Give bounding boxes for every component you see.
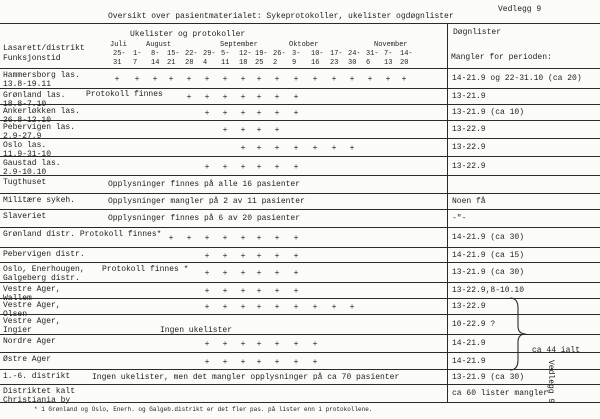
week-end-label: 16: [311, 59, 320, 67]
availability-mark: +: [293, 75, 299, 84]
district-name: Ingier: [3, 326, 32, 335]
missing-period: 13-22.9: [452, 143, 486, 152]
availability-mark: +: [349, 75, 355, 84]
availability-mark: +: [240, 109, 246, 118]
month-label: August: [146, 41, 172, 49]
availability-mark: +: [222, 358, 228, 367]
availability-mark: +: [240, 340, 246, 349]
availability-mark: +: [293, 303, 299, 312]
availability-mark: +: [293, 93, 299, 102]
missing-period: 13-21.9: [452, 92, 486, 101]
availability-mark: +: [168, 75, 174, 84]
missing-period: 13-21.9 (ca 30): [452, 373, 525, 382]
availability-mark: +: [312, 340, 318, 349]
district-name: Pebervigen distr.: [3, 250, 85, 259]
district-name: Vestre Ager,: [3, 285, 61, 294]
district-name: 2.9-10.10: [3, 168, 47, 177]
district-name: Vestre Ager,: [3, 301, 61, 310]
row-divider: [0, 175, 600, 176]
availability-mark: +: [256, 109, 262, 118]
availability-mark: +: [274, 163, 280, 172]
row-divider: [0, 247, 600, 248]
availability-mark: +: [256, 269, 262, 278]
row-divider: [0, 209, 600, 210]
availability-mark: +: [204, 234, 210, 243]
availability-mark: +: [240, 252, 246, 261]
availability-mark: +: [204, 109, 210, 118]
availability-mark: +: [240, 163, 246, 172]
availability-mark: +: [204, 303, 210, 312]
week-end-label: 9: [292, 59, 297, 67]
availability-mark: +: [222, 126, 228, 135]
availability-mark: +: [274, 303, 280, 312]
week-end-label: 7: [133, 59, 138, 67]
availability-mark: +: [274, 340, 280, 349]
week-start-label: 12-: [239, 50, 252, 58]
district-name: Grønland distr. Protokoll finnes*: [3, 230, 162, 239]
availability-mark: +: [240, 287, 246, 296]
week-start-label: 1-: [133, 50, 142, 58]
district-name: Nordre Ager: [3, 337, 56, 346]
availability-mark: +: [293, 269, 299, 278]
availability-mark: +: [349, 303, 355, 312]
header-rule: [0, 23, 600, 24]
availability-mark: +: [204, 269, 210, 278]
brace-mark: [508, 296, 528, 372]
month-label: Oktober: [289, 41, 319, 49]
availability-mark: +: [240, 75, 246, 84]
missing-period: 14-21.9: [452, 339, 486, 348]
week-start-label: 8-: [151, 50, 160, 58]
district-name: Gaustad las.: [3, 159, 61, 168]
week-end-label: 23: [330, 59, 339, 67]
availability-mark: +: [274, 126, 280, 135]
district-name: Pebervigen las.: [3, 123, 76, 132]
week-end-label: 14: [151, 59, 160, 67]
district-name: Oslo las.: [3, 141, 47, 150]
availability-mark: +: [152, 75, 158, 84]
availability-mark: +: [204, 358, 210, 367]
dognlister-header: Døgnlister: [453, 28, 502, 37]
availability-mark: +: [186, 75, 192, 84]
availability-mark: +: [240, 144, 246, 153]
availability-mark: +: [222, 252, 228, 261]
week-end-label: 2: [273, 59, 278, 67]
row-note: Ingen ukelister, men det mangler opplysninger på ca 70 pasienter: [92, 373, 400, 382]
availability-mark: +: [240, 93, 246, 102]
district-name: 1.-6. distrikt: [3, 372, 71, 381]
row-note: Ingen ukelister: [160, 326, 233, 335]
missing-period: 13-22.9: [452, 125, 486, 134]
district-name: Christiania by: [3, 396, 71, 405]
month-label: November: [374, 41, 408, 49]
district-name: 2.9-27.9: [3, 132, 42, 141]
availability-mark: +: [204, 93, 210, 102]
week-start-label: 14-: [400, 50, 413, 58]
availability-mark: +: [312, 303, 318, 312]
side-appendix-label: Vedlegg 9: [546, 360, 555, 404]
week-start-label: 3-: [292, 50, 301, 58]
availability-mark: +: [240, 358, 246, 367]
availability-mark: +: [134, 75, 140, 84]
availability-mark: +: [274, 252, 280, 261]
week-end-label: 4: [203, 59, 208, 67]
appendix-label: Vedlegg 9: [498, 5, 542, 14]
availability-mark: +: [331, 144, 337, 153]
district-name: 11.9-31-10: [3, 150, 52, 159]
availability-mark: +: [293, 144, 299, 153]
district-name: Tugthuset: [3, 178, 47, 187]
availability-mark: +: [293, 109, 299, 118]
missing-period: 13-21.9 (ca 10): [452, 108, 525, 117]
availability-mark: +: [186, 234, 192, 243]
availability-mark: +: [274, 358, 280, 367]
availability-mark: +: [222, 109, 228, 118]
district-name: 13.8-19.11: [3, 80, 52, 89]
week-end-label: 6: [366, 59, 371, 67]
availability-mark: +: [222, 93, 228, 102]
availability-mark: +: [222, 340, 228, 349]
availability-mark: +: [204, 340, 210, 349]
availability-mark: +: [256, 252, 262, 261]
missing-period: 14-21.9 (ca 30): [452, 233, 525, 242]
week-end-label: 13: [384, 59, 393, 67]
missing-period: 14-21.9 og 22-31.10 (ca 20): [452, 74, 582, 83]
availability-mark: +: [204, 75, 210, 84]
availability-mark: +: [256, 287, 262, 296]
brace-label: ca 44 ialt: [532, 346, 581, 355]
row-divider: [0, 193, 600, 194]
district-name: 26.8-12.10: [3, 116, 52, 125]
week-start-label: 10-: [311, 50, 324, 58]
availability-mark: +: [240, 269, 246, 278]
district-name: Distriktet kalt: [3, 387, 76, 396]
availability-mark: +: [293, 234, 299, 243]
availability-mark: +: [331, 75, 337, 84]
row-divider: [0, 138, 600, 139]
availability-mark: +: [274, 109, 280, 118]
availability-mark: +: [256, 234, 262, 243]
availability-mark: +: [204, 163, 210, 172]
availability-mark: +: [349, 144, 355, 153]
availability-mark: +: [222, 163, 228, 172]
row-note: Opplysninger mangler på 2 av 11 pasienter: [108, 197, 305, 206]
district-name: Oslo, Enerhougen,: [3, 265, 85, 274]
availability-mark: +: [168, 234, 174, 243]
availability-mark: +: [274, 234, 280, 243]
row-divider: [0, 104, 600, 105]
district-name: Militære sykeh.: [3, 196, 76, 205]
row-divider: [0, 120, 600, 121]
missing-period: 13-21.9 (ca 30): [452, 268, 525, 277]
district-name: Ankerløkken las.: [3, 107, 80, 116]
row-divider: [0, 156, 600, 157]
availability-mark: +: [222, 269, 228, 278]
week-start-label: 22-: [185, 50, 198, 58]
availability-mark: +: [222, 75, 228, 84]
availability-mark: +: [367, 75, 373, 84]
district-col-header-2: Funksjonstid: [3, 54, 61, 63]
row-note: Protokoll finnes: [86, 90, 163, 99]
week-start-label: 25-: [113, 50, 126, 58]
availability-mark: +: [240, 234, 246, 243]
availability-mark: +: [274, 287, 280, 296]
row-note: Protokoll finnes *: [102, 265, 189, 274]
month-label: Juli: [110, 41, 127, 49]
district-name: Østre Ager: [3, 355, 52, 364]
availability-mark: +: [293, 358, 299, 367]
availability-mark: +: [256, 163, 262, 172]
row-divider: [0, 88, 600, 89]
footnote: * 1 Grønland og Oslo, Enerh. og Galgeb.distrikt er det fler pas. på lister enn i protokollene.: [34, 406, 373, 413]
week-start-label: 31-: [366, 50, 379, 58]
availability-mark: +: [204, 252, 210, 261]
week-end-label: 30: [348, 59, 357, 67]
district-name: Hammersborg las.: [3, 71, 80, 80]
week-end-label: 20: [400, 59, 409, 67]
week-end-label: 25: [255, 59, 264, 67]
district-name: Wallem: [3, 294, 32, 303]
availability-mark: +: [114, 75, 120, 84]
availability-mark: +: [256, 93, 262, 102]
district-name: Vestre Ager,: [3, 317, 61, 326]
missing-period: 13-22.9,8-10.10: [452, 286, 525, 295]
week-start-label: 26-: [273, 50, 286, 58]
row-divider: [0, 384, 600, 385]
availability-mark: +: [293, 287, 299, 296]
header-rule: [0, 68, 600, 69]
district-name: Slaveriet: [3, 212, 47, 221]
missing-period: Noen få: [452, 197, 486, 206]
availability-mark: +: [312, 144, 318, 153]
missing-period: -"-: [452, 214, 467, 223]
availability-mark: +: [274, 144, 280, 153]
row-note: Opplysninger finnes på 6 av 20 pasienter: [108, 214, 301, 223]
missing-period: ca 60 lister mangler: [452, 389, 549, 398]
availability-mark: +: [312, 75, 318, 84]
availability-mark: +: [256, 303, 262, 312]
mangler-header: Mangler for perioden:: [451, 53, 552, 62]
week-end-label: 11: [221, 59, 230, 67]
column-divider: [447, 23, 448, 403]
district-col-header-1: Lasarett/distrikt: [3, 44, 85, 53]
district-name: Galgeberg distr.: [3, 274, 80, 283]
availability-mark: +: [204, 287, 210, 296]
row-divider: [0, 262, 600, 263]
week-end-label: 21: [167, 59, 176, 67]
availability-mark: +: [256, 340, 262, 349]
availability-mark: +: [274, 93, 280, 102]
ukelister-header: Ukelister og protokoller: [130, 30, 246, 39]
month-label: September: [220, 41, 258, 49]
week-start-label: 24-: [348, 50, 361, 58]
availability-mark: +: [312, 358, 318, 367]
week-end-label: 18: [239, 59, 248, 67]
district-name: 18.8-7.10: [3, 100, 47, 109]
availability-mark: +: [274, 75, 280, 84]
availability-mark: +: [186, 93, 192, 102]
week-start-label: 15-: [167, 50, 180, 58]
availability-mark: +: [256, 144, 262, 153]
document-title: Oversikt over pasientmaterialet: Sykeprotokoller, ukelister ogdøgnlister: [108, 12, 454, 21]
availability-mark: +: [222, 234, 228, 243]
row-divider: [0, 402, 600, 403]
availability-mark: +: [240, 303, 246, 312]
availability-mark: +: [256, 75, 262, 84]
district-name: Olsen: [3, 310, 28, 319]
availability-mark: +: [293, 163, 299, 172]
week-end-label: 28: [185, 59, 194, 67]
week-start-label: 7-: [384, 50, 393, 58]
availability-mark: +: [293, 340, 299, 349]
week-start-label: 17-: [330, 50, 343, 58]
week-start-label: 29-: [203, 50, 216, 58]
availability-mark: +: [256, 358, 262, 367]
missing-period: 14-21.9: [452, 357, 486, 366]
missing-period: 10-22.9 ?: [452, 320, 496, 329]
missing-period: 13-22.9: [452, 302, 486, 311]
week-start-label: 5-: [221, 50, 230, 58]
availability-mark: +: [256, 126, 262, 135]
row-divider: [0, 282, 600, 283]
missing-period: 14-21.9 (ca 15): [452, 251, 525, 260]
availability-mark: +: [401, 75, 407, 84]
week-end-label: 31: [113, 59, 122, 67]
district-name: Grønland las.: [3, 91, 66, 100]
week-start-label: 19-: [255, 50, 268, 58]
missing-period: 13-22.9: [452, 162, 486, 171]
availability-mark: +: [274, 269, 280, 278]
availability-mark: +: [293, 252, 299, 261]
availability-mark: +: [331, 303, 337, 312]
row-divider: [0, 227, 600, 228]
availability-mark: +: [385, 75, 391, 84]
row-note: Opplysninger finnes på alle 16 pasienter: [108, 180, 301, 189]
availability-mark: +: [222, 287, 228, 296]
availability-mark: +: [222, 303, 228, 312]
availability-mark: +: [240, 126, 246, 135]
